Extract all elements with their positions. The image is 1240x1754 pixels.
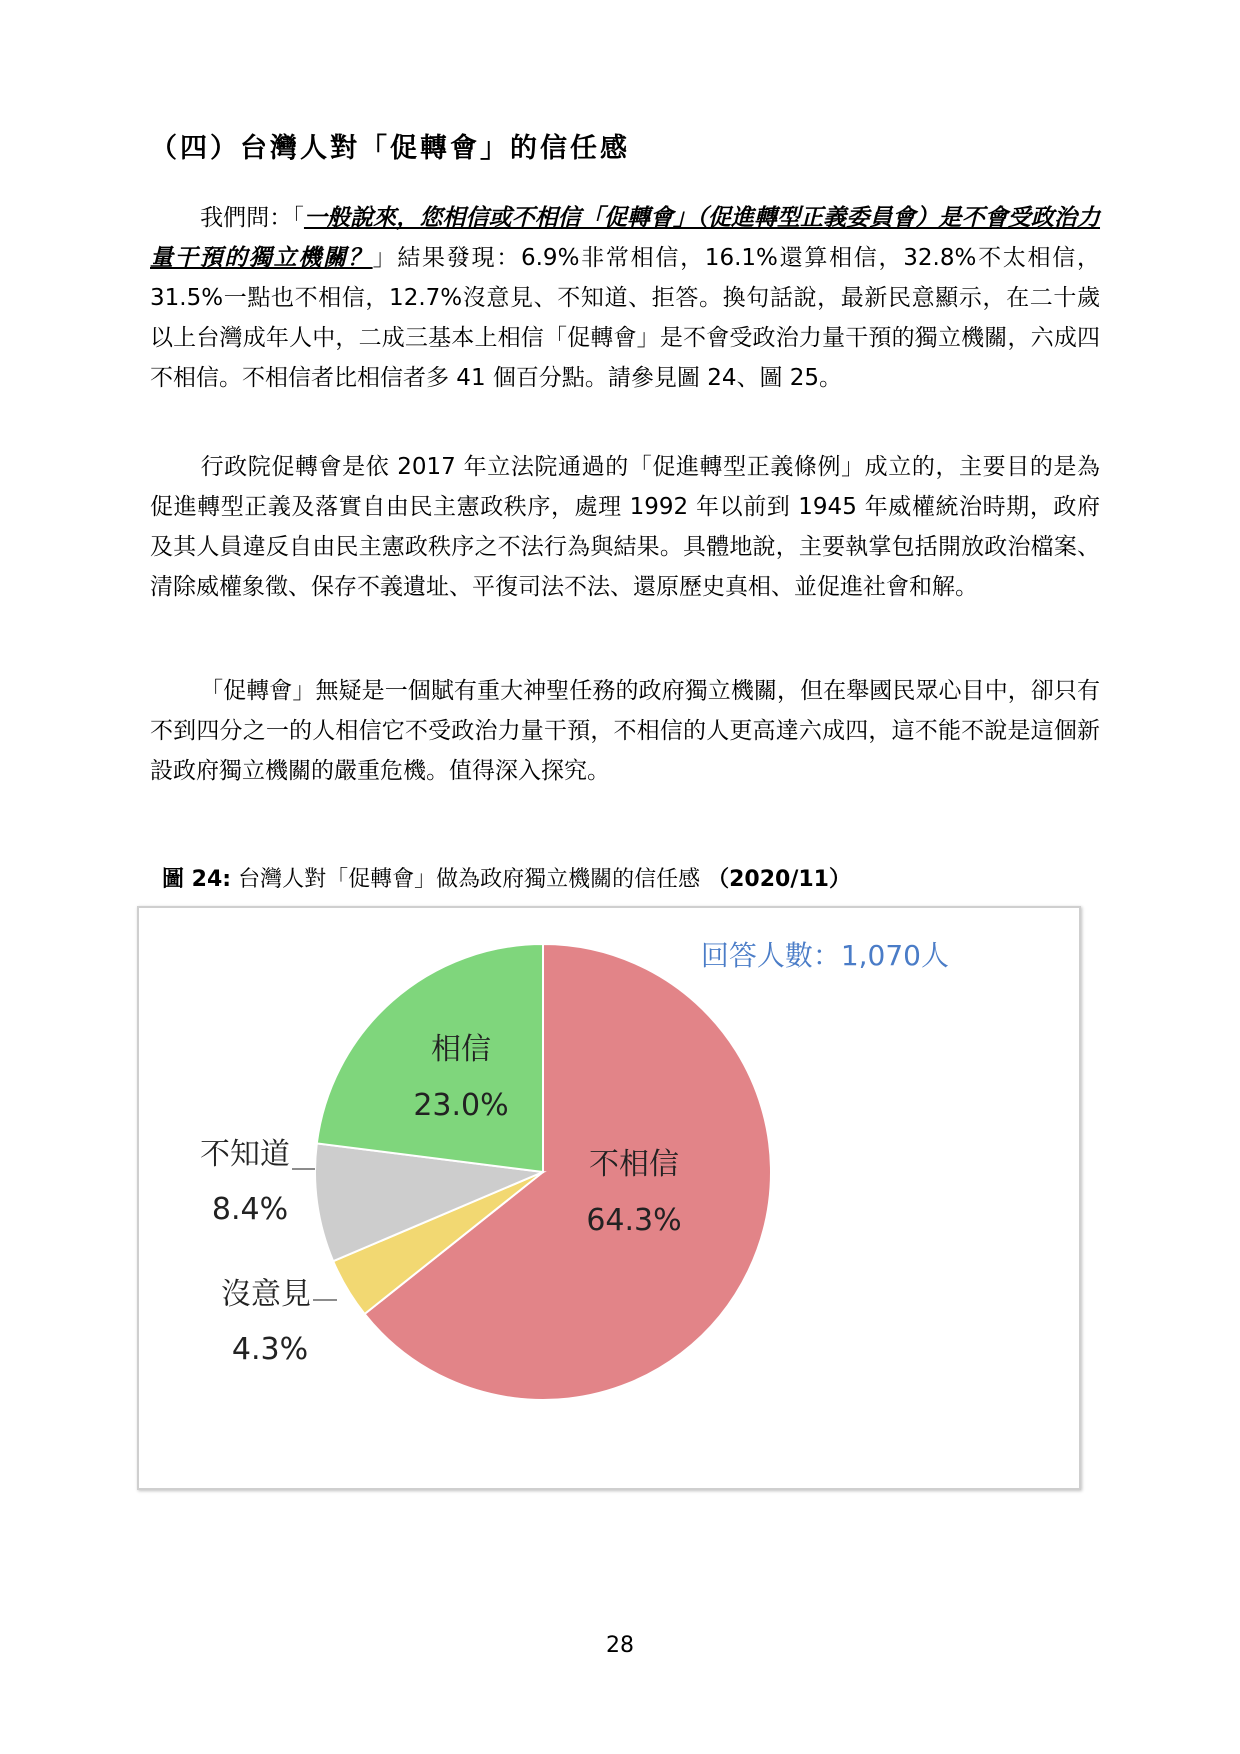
pie-chart [139, 908, 1079, 1488]
slice-value-2: 4.3% [231, 1332, 309, 1367]
slice-label-1: 不相信 [589, 1147, 679, 1182]
paragraph-conclusion [150, 671, 1100, 791]
slice-label-2: 沒意見 [221, 1277, 311, 1312]
slice-label-3: 不知道 [200, 1137, 290, 1172]
figure-title: 台灣人對「促轉會」做為政府獨立機關的信任感 [238, 867, 701, 892]
survey-question: 一般說來，您相信或不相信「促轉會」（促進轉型正義委員會）是不會受政治力量干預的獨立機關？ [150, 205, 1101, 271]
slice-value-1: 64.3% [586, 1203, 682, 1238]
slice-value-3: 8.4% [211, 1192, 289, 1227]
pie-slice-4 [317, 944, 543, 1172]
paragraph-background-text: 行政院促轉會是依 2017 年立法院通過的「促進轉型正義條例」成立的，主要目的是為促進轉型正義及落實自由民主憲政秩序，處理 1992 年以前到 1945 年威權統治時期，政府及其人員違反自由民主憲政秩序之不法行為與結果。具體地說，主要執掌包括開放政治檔案、清除威權象徵、保存不義遺址、平復司法不法、還原歷史真相、並促進社會和解。 [150, 454, 1100, 600]
figure-caption [162, 862, 851, 893]
paragraph-rest: 」結果發現：6.9%非常相信，16.1%還算相信，32.8%不太相信，31.5%一點也不相信，12.7%沒意見、不知道、拒答。換句話說，最新民意顯示，在二十歲以上台灣成年人中，二成三基本上相信「促轉會」是不會受政治力量干預的獨立機關，六成四不相信。不相信者比相信者多 41 個百分點。請參見圖 24、圖 25。 [150, 245, 1100, 391]
paragraph-survey-results [150, 198, 1100, 398]
figure-label: 圖 24: [162, 867, 232, 892]
paragraph-background [150, 447, 1100, 607]
slice-value-4: 23.0% [413, 1088, 509, 1123]
pie-chart-frame [137, 906, 1081, 1490]
pie-slices [315, 944, 771, 1400]
figure-date: （2020/11） [707, 867, 851, 892]
page-number: 28 [606, 1633, 634, 1658]
section-title: （四）台灣人對「促轉會」的信任感 [150, 133, 630, 164]
respondents-annotation: 回答人數：1,070人 [700, 939, 949, 972]
paragraph-conclusion-text: 「促轉會」無疑是一個賦有重大神聖任務的政府獨立機關，但在舉國民眾心目中，卻只有不到四分之一的人相信它不受政治力量干預，不相信的人更高達六成四，這不能不說是這個新設政府獨立機關的嚴重危機。值得深入探究。 [150, 678, 1100, 784]
paragraph-lead: 我們問：「 [200, 205, 304, 231]
slice-label-4: 相信 [431, 1032, 491, 1067]
